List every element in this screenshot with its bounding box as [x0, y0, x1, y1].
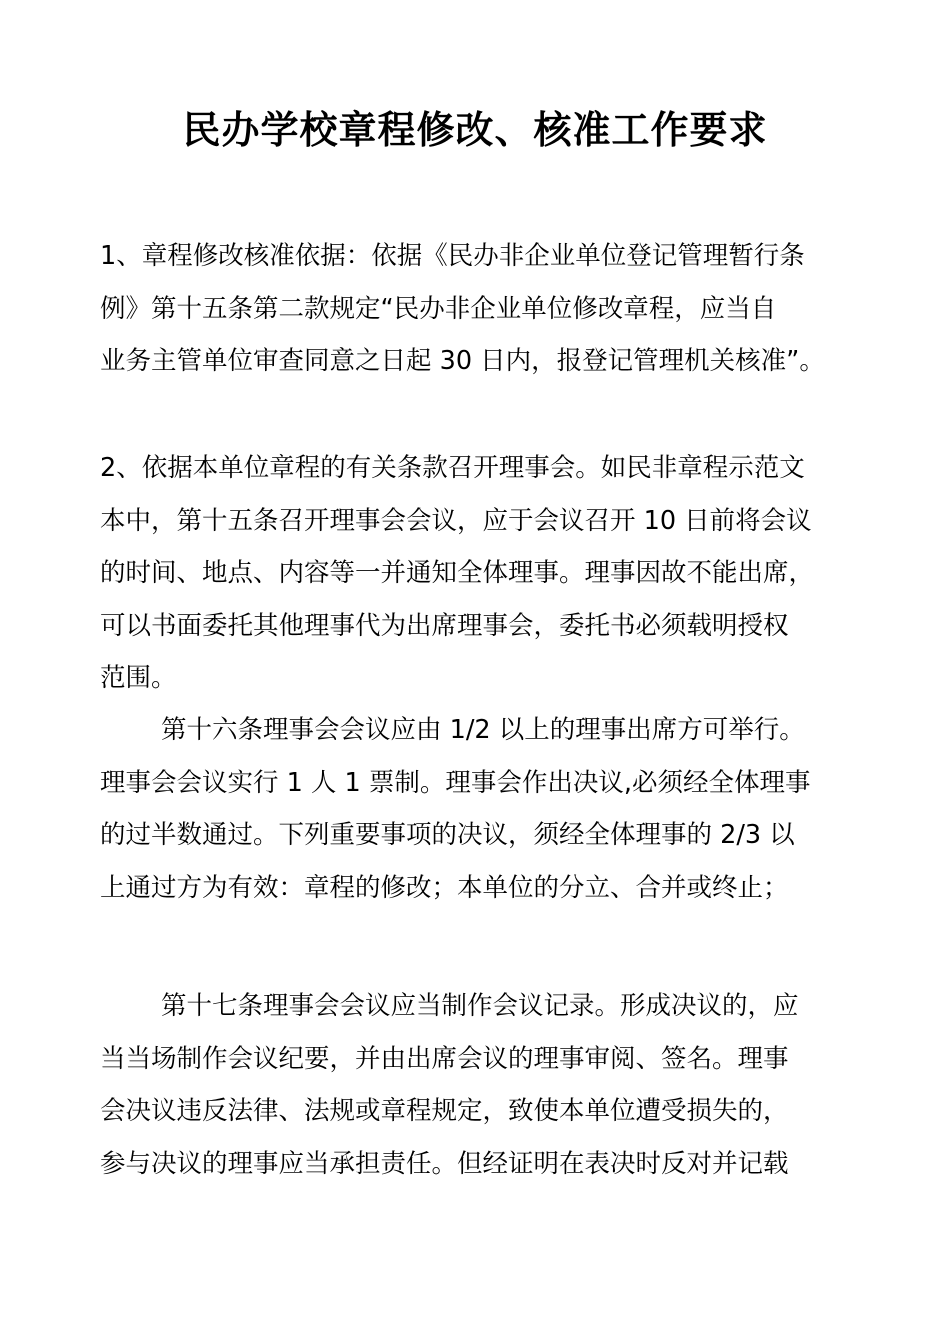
paragraph-line: 第十七条理事会会议应当制作会议记录。形成决议的，应 [161, 991, 799, 1021]
paragraph-line: 2、依据本单位章程的有关条款召开理事会。如民非章程示范文 [100, 453, 805, 483]
paragraph-line: 范围。 [100, 663, 177, 693]
paragraph-line: 参与决议的理事应当承担责任。但经证明在表决时反对并记载 [100, 1148, 789, 1179]
paragraph-line: 会决议违反法律、法规或章程规定，致使本单位遭受损失的， [100, 1096, 789, 1126]
paragraph-line: 理事会会议实行 1 人 1 票制。理事会作出决议,必须经全体理事 [100, 767, 811, 798]
paragraph-1-basis [100, 230, 890, 388]
paragraph-article-16 [100, 704, 890, 914]
paragraph-line: 例》第十五条第二款规定“民办非企业单位修改章程，应当自 [100, 293, 777, 324]
paragraph-line: 当当场制作会议纪要，并由出席会议的理事审阅、签名。理事 [100, 1043, 789, 1074]
paragraph-line: 上通过方为有效：章程的修改；本单位的分立、合并或终止； [100, 872, 789, 903]
paragraph-line: 的时间、地点、内容等一并通知全体理事。理事因故不能出席， [100, 558, 815, 588]
document-title: 民办学校章程修改、核准工作要求 [182, 108, 768, 152]
paragraph-line: 业务主管单位审查同意之日起 30 日内，报登记管理机关核准”。 [100, 346, 825, 376]
paragraph-line: 1、章程修改核准依据：依据《民办非企业单位登记管理暂行条 [100, 241, 805, 271]
paragraph-2-council-meeting [100, 442, 890, 705]
paragraph-article-17 [100, 980, 890, 1190]
paragraph-line: 本中，第十五条召开理事会会议，应于会议召开 10 日前将会议 [100, 505, 812, 536]
paragraph-line: 的过半数通过。下列重要事项的决议，须经全体理事的 2/3 以 [100, 820, 795, 850]
paragraph-line: 第十六条理事会会议应由 1/2 以上的理事出席方可举行。 [161, 715, 805, 745]
paragraph-line: 可以书面委托其他理事代为出席理事会，委托书必须载明授权 [100, 610, 789, 641]
